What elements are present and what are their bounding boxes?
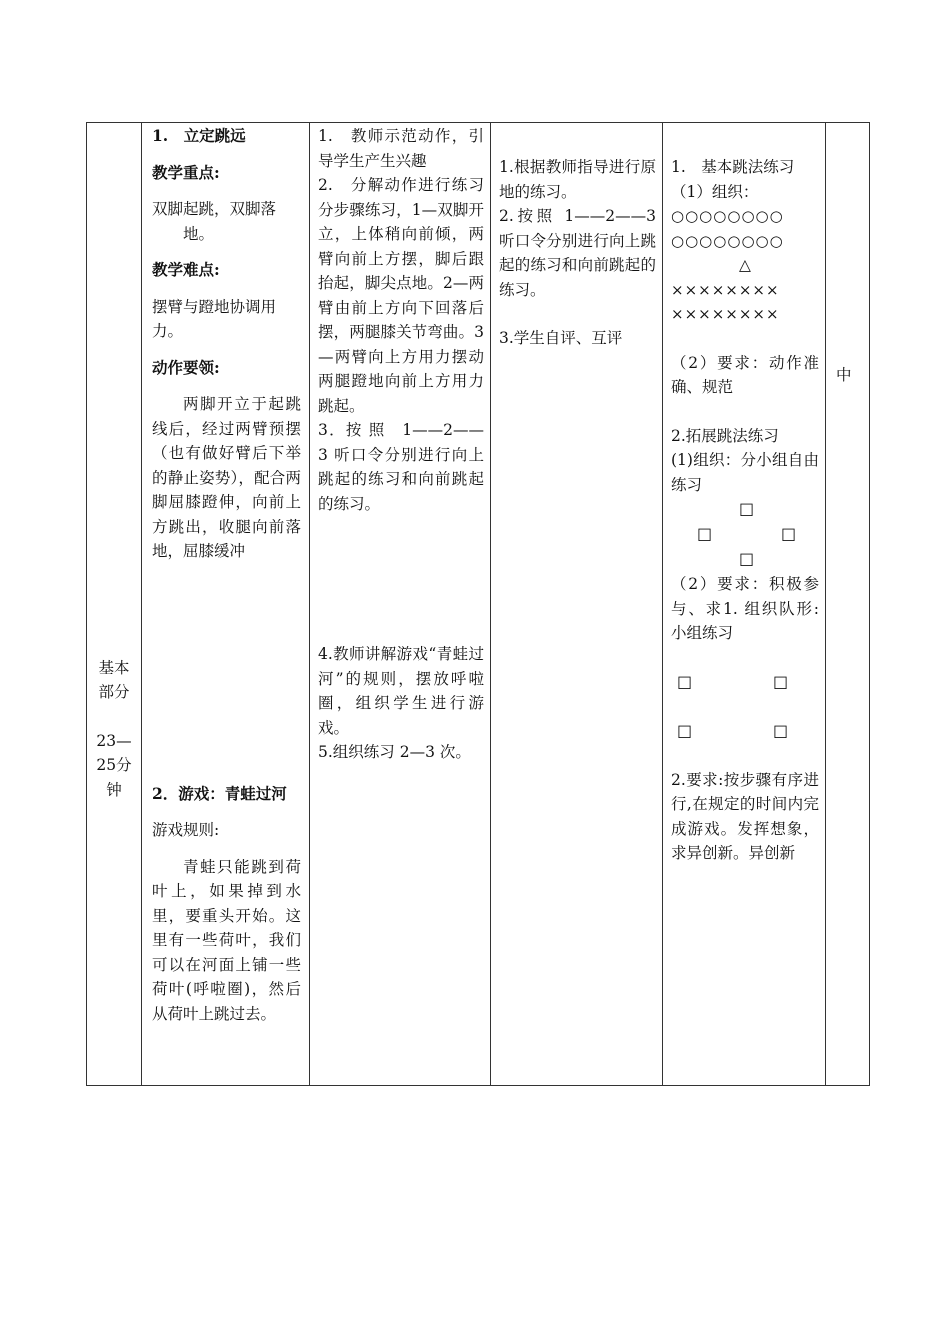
section-name-line2: 部分 bbox=[98, 683, 130, 702]
intensity-cell bbox=[826, 123, 870, 1086]
org-1-label: （1）组织： bbox=[671, 182, 759, 201]
group-square-icon: □ bbox=[739, 499, 755, 518]
group-square-icon: □ bbox=[773, 720, 789, 740]
difficulty-text: 摆臂与蹬地协调用力。 bbox=[152, 297, 277, 340]
circle-formation-row-1: ○○○○○○○○ bbox=[671, 207, 784, 225]
section-time-line1: 23— bbox=[96, 731, 132, 750]
section-time-line2: 25分 bbox=[96, 756, 132, 775]
org-title-1: 1. 基本跳法练习 bbox=[671, 158, 795, 176]
teacher-step-3: 3．按 照 1——2——3 听口令分别进行向上跳起的练习和向前跳起的练习。 bbox=[318, 421, 484, 513]
key-points-label: 教学重点: bbox=[152, 162, 220, 182]
intensity-value: 中 bbox=[836, 366, 852, 384]
circle-formation-row-2: ○○○○○○○○ bbox=[671, 231, 784, 250]
teacher-step-4: 4.教师讲解游戏“青蛙过河”的规则，摆放呼啦圈，组织学生进行游戏。 bbox=[318, 645, 484, 737]
rules-label: 游戏规则: bbox=[152, 821, 220, 839]
key-points-text-1: 双脚起跳，双脚落 bbox=[152, 200, 277, 218]
group-square-row-5 bbox=[671, 719, 819, 744]
essentials-label: 动作要领: bbox=[152, 357, 220, 377]
org-2-text: (1)组织：分小组自由练习 bbox=[671, 451, 819, 494]
key-points-text-2: 地。 bbox=[183, 224, 215, 243]
student-step-1: 1.根据教师指导进行原地的练习。 bbox=[499, 158, 656, 201]
cross-formation-row-2: ×××××××× bbox=[671, 305, 780, 323]
group-square-row-1 bbox=[671, 497, 819, 522]
group-square-row-3 bbox=[671, 547, 819, 572]
item2-title: 2．游戏：青蛙过河 bbox=[152, 783, 287, 803]
group-square-icon: □ bbox=[677, 720, 693, 740]
lesson-plan-table bbox=[86, 122, 870, 1086]
group-square-icon: □ bbox=[677, 671, 693, 691]
group-square-icon: □ bbox=[739, 549, 755, 568]
item1-title: 1. 立定跳远 bbox=[152, 126, 246, 145]
rules-text: 青蛙只能跳到荷叶上，如果掉到水里，要重头开始。这里有一些荷叶，我们可以在河面上铺一些荷叶(呼啦圈)，然后从荷叶上跳过去。 bbox=[152, 857, 301, 1023]
cross-formation-row-1: ×××××××× bbox=[671, 280, 780, 299]
organization-cell bbox=[663, 123, 826, 1086]
group-square-icon: □ bbox=[781, 524, 797, 543]
org-requirement-2: （2）要求：积极参与、求1. 组织队形: 小组练习 bbox=[671, 575, 819, 642]
group-square-row-4 bbox=[671, 670, 819, 695]
difficulty-label: 教学难点: bbox=[152, 260, 220, 279]
org-requirement-1: （2）要求：动作准确、规范 bbox=[671, 353, 819, 396]
org-requirement-3: 2.要求:按步骤有序进行,在规定的时间内完成游戏。发挥想象，求异创新。异创新 bbox=[671, 770, 819, 862]
section-time-line3: 钟 bbox=[106, 780, 122, 799]
essentials-text: 两脚开立于起跳线后，经过两臂预摆（也有做好臂后下举的静止姿势），配合两脚屈膝蹬伸，向前上方跳出，收腿向前落地，屈膝缓冲 bbox=[152, 395, 301, 560]
teacher-step-1: 1. 教师示范动作，引导学生产生兴趣 bbox=[318, 127, 484, 170]
group-square-icon: □ bbox=[697, 524, 713, 543]
org-title-2: 2.拓展跳法练习 bbox=[671, 426, 779, 445]
basic-section-row bbox=[87, 123, 870, 1086]
student-step-2: 2.按照 1——2——3 听口令分别进行向上跳起的练习和向前跳起的练习。 bbox=[499, 207, 656, 299]
teacher-step-5: 5.组织练习 2—3 次。 bbox=[318, 743, 471, 761]
teacher-position-triangle-icon: △ bbox=[739, 256, 751, 274]
group-square-icon: □ bbox=[773, 671, 789, 691]
student-activity-cell bbox=[491, 123, 663, 1086]
teacher-step-2: 2. 分解动作进行练习分步骤练习，1—双脚开立，上体稍向前倾，两臂向前上方摆，脚后跟抬起，脚尖点地。2—两臂由前上方向下回落后摆，两腿膝关节弯曲。3—两臂向上方用力摆动两腿蹬地向前上方用力跳起。 bbox=[318, 176, 484, 415]
group-square-row-2 bbox=[671, 522, 819, 547]
section-cell bbox=[87, 123, 142, 1086]
teacher-activity-cell bbox=[310, 123, 491, 1086]
student-step-3: 3.学生自评、互评 bbox=[499, 329, 623, 347]
content-cell bbox=[142, 123, 310, 1086]
section-name-line1: 基本 bbox=[98, 658, 130, 677]
